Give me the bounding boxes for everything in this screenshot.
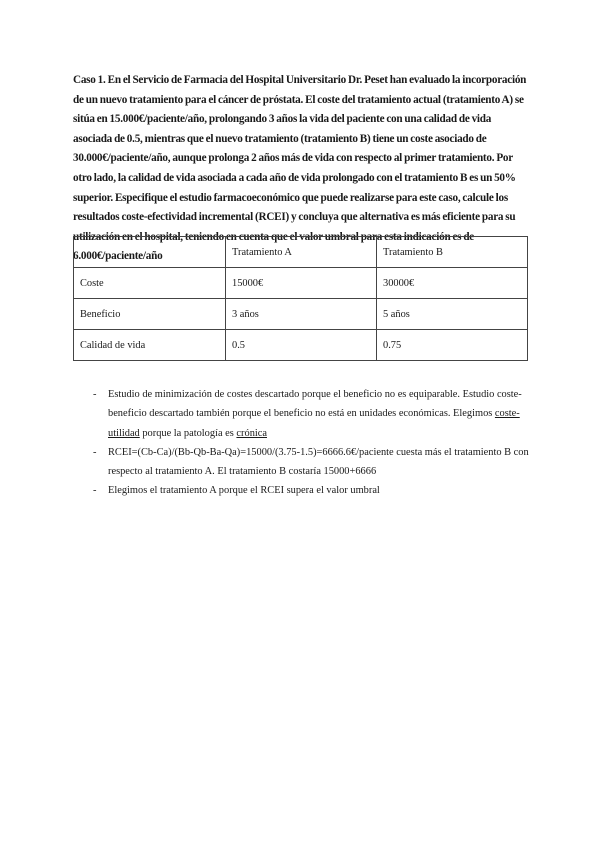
table-row [74,299,528,330]
answer-text: porque la patología es [139,427,237,439]
answer-text: RCEI=(Cb-Ca)/(Bb-Qb-Ba-Qa)=15000/(3.75-1.5)=6666.6€/paciente cuesta más el tratamiento B con respecto al tratamiento A. El tratamiento B costaría 15000+6666 [108,446,529,478]
table-header-cell: Tratamiento A [226,237,377,268]
table-cell: 15000€ [226,268,377,299]
list-dash: - [93,446,97,458]
table-cell: 30000€ [377,268,528,299]
list-item [93,385,533,443]
table-cell: Coste [74,268,226,299]
list-item [93,443,533,482]
underlined-term: crónica [236,427,267,439]
list-dash: - [93,389,97,400]
table-header-cell [74,237,226,268]
table-cell: Beneficio [74,299,226,330]
table-row [74,268,528,299]
table-header-cell: Tratamiento B [377,237,528,268]
table-header-row [74,237,528,268]
table-cell: 0.5 [226,330,377,361]
table-cell: 3 años [226,299,377,330]
table-cell: 0.75 [377,330,528,361]
table-cell: 5 años [377,299,528,330]
case-statement: Caso 1. En el Servicio de Farmacia del Hospital Universitario Dr. Peset han evaluado la incorporación de un nuevo tratamiento para el cáncer de próstata. El coste del tratamiento actual (tratamiento A) se sitúa en 15.000€/paciente/año, prolongando 3 años la vida del paciente con una calidad de vida asociada de 0.5, mientras que el nuevo tratamiento (tratamiento B) tiene un coste asociado de 30.000€/paciente/año, aunque prolonga 2 años más de vida con respecto al primer tratamiento. Por otro lado, la calidad de vida asociada a cada año de vida prolongado con el tratamiento B es un 50% superior. Especifique el estudio farmacoeconómico que puede realizarse para este caso, calcule los resultados coste-efectividad incremental (RCEI) y concluya que alternativa es más eficiente para su utilización en el hospital, teniendo en cuenta que el valor umbral para esta indicación es de 6.000€/paciente/año [73,74,527,263]
list-dash: - [93,485,97,497]
underlined-term: coste-utilidad [108,408,520,439]
treatment-comparison-table [73,236,528,361]
table-cell: Calidad de vida [74,330,226,361]
answer-list [93,385,533,501]
answer-text: Estudio de minimización de costes descartado porque el beneficio no es equiparable. Estudio coste-beneficio descartado también porque el beneficio no está en unidades económicas. Elegimos [108,389,522,420]
list-item [93,481,533,500]
table-row [74,330,528,361]
answer-text: Elegimos el tratamiento A porque el RCEI supera el valor umbral [108,485,380,497]
